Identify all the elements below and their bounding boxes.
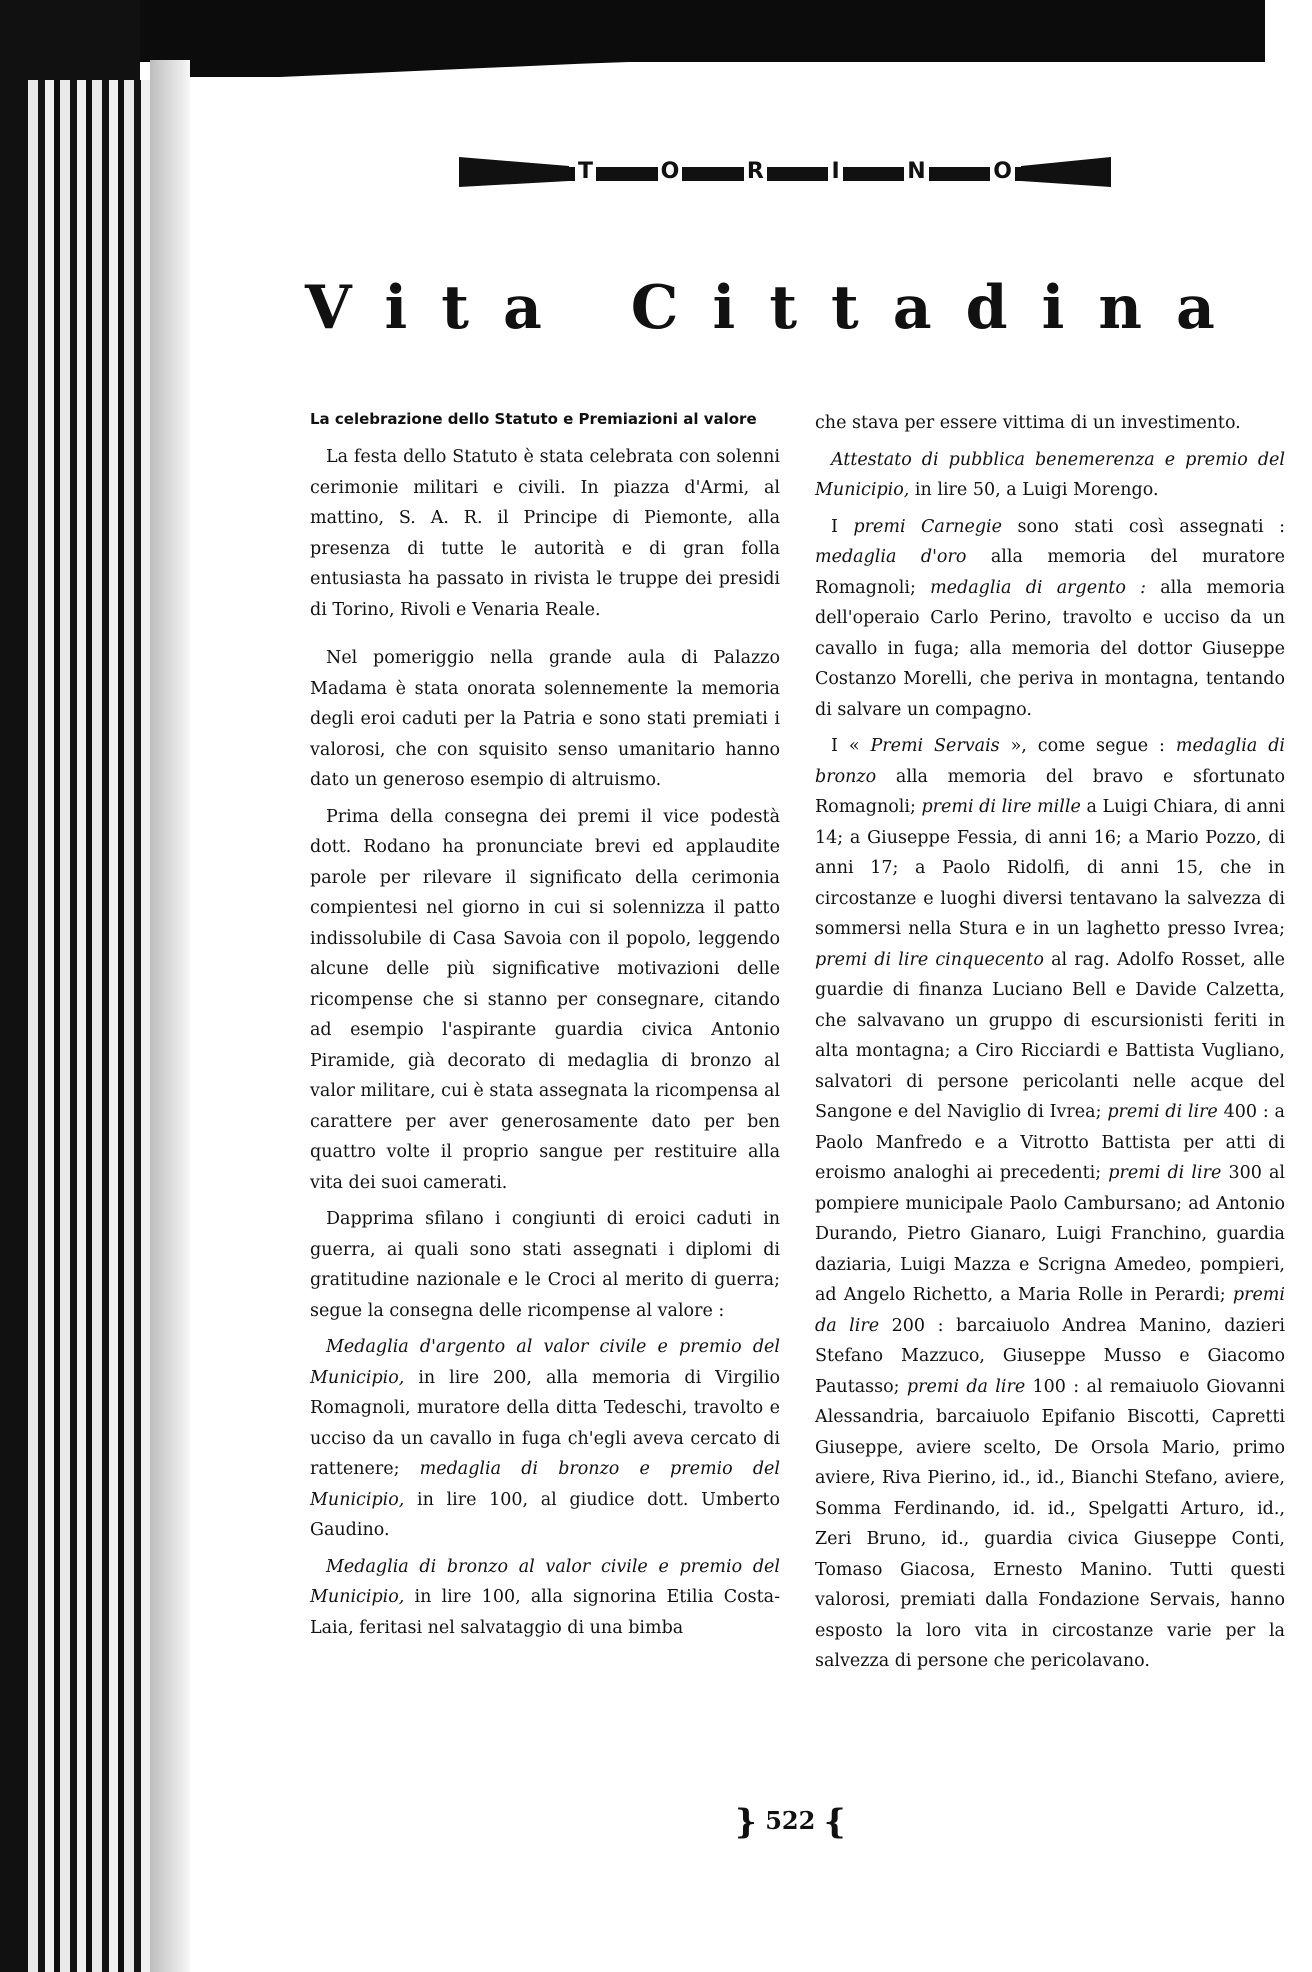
page-number	[735, 1802, 846, 1842]
text-run: in lire 100, alla signorina Etilia Costa-Laia, feritasi nel salvataggio di una bimba	[310, 1587, 780, 1638]
text-run: 100 : al remaiuolo Giovanni Alessandria, barcaiuolo Epifanio Biscotti, Capretti Giuseppe, aviere scelto, De Orsola Mario, primo aviere, Riva Pierino, id., id., Bianchi Stefano, aviere, Somma Ferdinando, id. id., Spelgatti Arturo, id., Zeri Bruno, id., guardia civica Giuseppe Conti, Tomaso Giacosa, Ernesto Manino. Tutti questi valorosi, premiati dalla Fondazione Servais, hanno esposto la loro vita in circostanze varie per la salvezza di persone che pericolavano.	[815, 1376, 1285, 1671]
award-title: medaglia di bronzo e premio del Municipio,	[310, 1459, 780, 1510]
text-run: 400 : a Paolo Manfredo e a Vitrotto Battista per atti di eroismo analoghi ai precedenti;	[815, 1102, 1285, 1183]
header-letter: I	[828, 159, 842, 185]
award-title: Medaglia di bronzo al valor civile e premio del Municipio,	[310, 1556, 780, 1607]
award-title: premi di lire	[1108, 1163, 1222, 1183]
award-title: medaglia di bronzo	[815, 736, 1286, 787]
award-title: Premi Servais	[870, 736, 1000, 756]
paragraph	[815, 731, 1285, 1677]
paragraph	[310, 1552, 780, 1644]
text-run: alla memoria dell'operaio Carlo Perino, travolto e ucciso da un cavallo in fuga; alla memoria del dottor Giuseppe Costanzo Morelli, che periva in montagna, tentando di salvare un compagno.	[815, 577, 1286, 720]
paragraph: La festa dello Statuto è stata celebrata con solenni cerimonie militari e civili. In piazza d'Armi, al mattino, S. A. R. il Principe di Piemonte, alla presenza di tutte le autorità e di gran folla entusiasta ha passato in rivista le truppe dei presidi di Torino, Rivoli e Venaria Reale.	[310, 447, 780, 620]
text-run: I	[831, 516, 854, 537]
column-left	[310, 408, 780, 1649]
paragraph-continuation: che stava per essere vittima di un investimento.	[815, 413, 1241, 433]
text-run: alla memoria del bravo e sfortunato Romagnoli;	[815, 766, 1285, 817]
award-title: medaglia d'oro	[815, 547, 967, 567]
text-run: in lire 100, al giudice dott. Umberto Gaudino.	[310, 1489, 780, 1540]
page-number-value: 522	[765, 1806, 816, 1835]
award-title: premi da lire	[815, 1285, 1285, 1336]
paragraph: Dapprima sfilano i congiunti di eroici caduti in guerra, ai quali sono stati assegnati i diplomi di gratitudine nazionale e le Croci al merito di guerra; segue la consegna delle ricompense al valore :	[310, 1209, 780, 1321]
scan-top-border-notch	[160, 55, 760, 77]
paragraph: Nel pomeriggio nella grande aula di Palazzo Madama è stata onorata solennemente la memoria degli eroi caduti per la Patria e sono stati premiati i valorosi, che con squisito senso umanitario hanno dato un generoso esempio di altruismo.	[310, 648, 780, 790]
award-title: Medaglia d'argento al valor civile e premio del Municipio,	[310, 1337, 780, 1388]
award-title: premi di lire cinquecento	[815, 949, 1044, 970]
header-letter: T	[575, 159, 596, 185]
header-letter: O	[658, 159, 683, 185]
paragraph	[815, 512, 1285, 726]
award-title: premi da lire	[906, 1376, 1026, 1397]
text-run: 200 : barcaiuolo Andrea Manino, dazieri Stefano Mazzuco, Giuseppe Musso e Giacomo Pautasso;	[815, 1315, 1285, 1397]
page-title: Vita Cittadina	[305, 273, 1249, 343]
column-right	[815, 408, 1285, 1683]
article-heading: La celebrazione dello Statuto e Premiazioni al valore	[310, 410, 757, 428]
paragraph	[815, 445, 1285, 506]
award-title: premi di lire mille	[921, 797, 1081, 817]
text-run: I «	[831, 736, 871, 756]
award-title: premi di lire	[1107, 1102, 1218, 1122]
header-ornament-left	[459, 157, 569, 187]
header-letters	[575, 159, 1015, 185]
scan-top-border	[0, 0, 1265, 62]
text-run: al rag. Adolfo Rosset, alle guardie di finanza Luciano Bell e Davide Calzetta, che salvavano un gruppo di escursionisti feriti in alta montagna; a Ciro Ricciardi e Battista Vugliano, salvatori di persone pericolanti nelle acque del Sangone e del Naviglio di Ivrea;	[815, 949, 1285, 1122]
text-run: 300 al pompiere municipale Paolo Cambursano; ad Antonio Durando, Pietro Gianaro, Luigi Franchino, guardia daziaria, Luigi Mazza e Scrigna Amedeo, pompieri, ad Angelo Richetto, a Maria Rolle in Perardi;	[815, 1163, 1285, 1305]
text-run: in lire 200, alla memoria di Virgilio Romagnoli, muratore della ditta Tedeschi, travolto e ucciso da un cavallo in fuga ch'egli aveva cercato di rattenere;	[310, 1367, 780, 1479]
paragraph: Prima della consegna dei premi il vice podestà dott. Rodano ha pronunciate brevi ed applaudite parole per rilevare il significato della cerimonia compientesi nel giorno in cui si solennizza il patto indissolubile di Casa Savoia con il popolo, leggendo alcune delle più significative motivazioni delle ricompense che si stanno per consegnare, citando ad esempio l'aspirante guardia civica Antonio Piramide, già decorato di medaglia di bronzo al valor militare, cui è stata assegnata la ricompensa al carattere per aver generosamente dato per ben quattro volte il proprio sangue per restituire alla vita dei suoi camerati.	[310, 806, 780, 1193]
text-run: », come segue :	[999, 736, 1176, 756]
header-letter: O	[990, 159, 1015, 185]
text-run: alla memoria del muratore Romagnoli;	[815, 547, 1285, 598]
page-ornament-left: }	[735, 1802, 757, 1842]
section-header-torino	[465, 155, 1105, 187]
text-run: a Luigi Chiara, di anni 14; a Giuseppe Fessia, di anni 16; a Mario Pozzo, di anni 17; a Paolo Ridolfi, di anni 15, che in circostanze e luoghi diversi tentavano la salvezza di sommersi nella Stura e in un laghetto presso Ivrea;	[815, 797, 1286, 939]
award-title: Attestato di pubblica benemerenza e premio del Municipio,	[815, 449, 1285, 500]
text-run: sono stati così assegnati :	[1002, 516, 1286, 537]
header-ornament-right	[1021, 157, 1111, 187]
award-title: premi Carnegie	[853, 516, 1003, 537]
header-letter: N	[904, 159, 928, 185]
paragraph	[310, 1332, 780, 1546]
award-title: medaglia di argento :	[930, 577, 1147, 598]
scan-binding-shadow	[150, 60, 190, 1972]
text-run: in lire 50, a Luigi Morengo.	[909, 480, 1159, 500]
header-letter: R	[744, 159, 767, 185]
page-ornament-right: {	[823, 1802, 846, 1842]
